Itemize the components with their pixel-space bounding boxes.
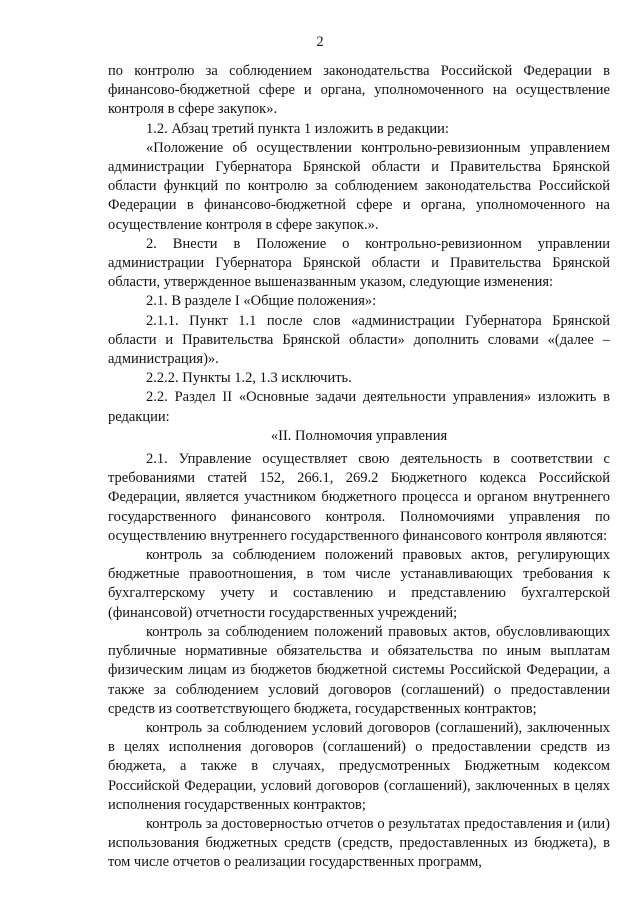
page-number: 2 (316, 34, 324, 50)
paragraph: 2. Внести в Положение о контрольно-ревизионном управлении администрации Губернатора Брянской области и Правительства Брянской области, утвержденное вышеназванным указом, следующие изменения: (108, 235, 610, 291)
paragraph: 2.2. Раздел II «Основные задачи деятельности управления» изложить в редакции: (108, 389, 610, 425)
paragraph: контроль за соблюдением условий договоров (соглашений), заключенных в целях исполнения договоров (соглашений) о предоставлении средств из бюджета, а также в случаях, предусмотренных Бюджетным кодексом Российской Федерации, условий договоров (соглашений), заключенных в целях исполнения государственных контрактов; (108, 719, 610, 813)
paragraph: контроль за соблюдением положений правовых актов, обусловливающих публичные нормативные обязательства и обязательства по иным выплатам физическим лицам из бюджетов бюджетной системы Российской Федерации, а также за соблюдением условий договоров (соглашений) о предоставлении средств из соответствующего бюджета, государственных контрактов; (108, 623, 610, 717)
paragraph: «Положение об осуществлении контрольно-ревизионным управлением администрации Губернатора Брянской области и Правительства Брянской области функций по контролю за соблюдением законодательства Российской Федерации в финансово-бюджетной сфере и органа, уполномоченного на осуществление контроля в сфере закупок.». (108, 139, 610, 233)
paragraph: контроль за достоверностью отчетов о результатах предоставления и (или) использования бюджетных средств (средств, предоставленных из бюджета), в том числе отчетов о реализации государственных программ, (108, 815, 610, 871)
section-heading: «II. Полномочия управления (270, 427, 448, 444)
document-body (108, 62, 610, 873)
paragraph: 1.2. Абзац третий пункта 1 изложить в редакции: (146, 120, 449, 137)
paragraph: контроль за соблюдением положений правовых актов, регулирующих бюджетные правоотношения, в том числе устанавливающих требования к бухгалтерскому учету и составлению и представлению бухгалтерской (финансовой) отчетности государственных учреждений; (108, 547, 610, 621)
paragraph: по контролю за соблюдением законодательства Российской Федерации в финансово-бюджетной сфере и органа, уполномоченного на осуществление контроля в сфере закупок». (108, 63, 610, 118)
paragraph: 2.1.1. Пункт 1.1 после слов «администрации Губернатора Брянской области и Правительства Брянской области» дополнить словами «(далее – администрация)». (108, 312, 610, 368)
paragraph: 2.1. Управление осуществляет свою деятельность в соответствии с требованиями статей 152, 266.1, 269.2 Бюджетного кодекса Российской Федерации, является участником бюджетного процесса и органом внутреннего государственного финансового контроля. Полномочиями управления по осуществлению внутреннего государственного финансового контроля являются: (108, 451, 610, 544)
paragraph: 2.2.2. Пункты 1.2, 1.3 исключить. (146, 370, 352, 387)
paragraph: 2.1. В разделе I «Общие положения»: (146, 293, 377, 310)
